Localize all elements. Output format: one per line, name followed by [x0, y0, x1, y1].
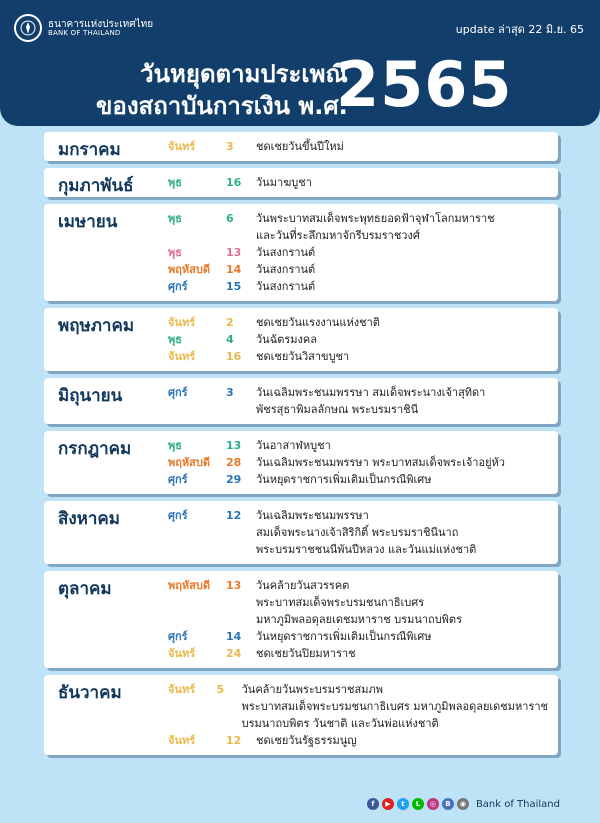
day-number: 4	[226, 333, 234, 346]
day-number: 16	[226, 176, 242, 189]
description-line: วันอาสาฬหบูชา	[256, 439, 331, 452]
weekday-label: จันทร์	[168, 683, 196, 696]
description-line: วันเฉลิมพระชนมพรรษา	[256, 509, 369, 522]
bot-logo	[14, 14, 153, 42]
description-line: วันสงกรานต์	[256, 246, 316, 259]
day-number: 15	[226, 280, 242, 293]
holiday-description	[256, 138, 548, 155]
month-card	[44, 132, 558, 161]
weekday-label: พุธ	[168, 246, 182, 259]
description-line: วันพระบาทสมเด็จพระพุทธยอดฟ้าจุฬาโลกมหาราช	[256, 212, 495, 225]
weekday-label: จันทร์	[168, 316, 196, 329]
holiday-row	[44, 471, 548, 488]
description-line: พระบาทสมเด็จพระบรมชนกาธิเบศร	[256, 596, 425, 609]
description-line: มหาภูมิพลอดุลยเดชมหาราช บรมนาถบพิตร	[256, 613, 462, 626]
month-card	[44, 501, 558, 564]
weekday-label: พุธ	[168, 333, 182, 346]
header-banner	[0, 0, 600, 126]
footer	[367, 798, 560, 810]
month-name: เมษายน	[58, 212, 118, 232]
description-line: วันหยุดราชการเพิ่มเติมเป็นกรณีพิเศษ	[256, 473, 432, 486]
day-number: 29	[226, 473, 242, 486]
description-line: ชดเชยวันปิยมหาราช	[256, 647, 356, 660]
holiday-description	[256, 577, 548, 628]
description-line: พระบรมราชชนนีพันปีหลวง และวันแม่แห่งชาติ	[256, 543, 477, 556]
holiday-description	[256, 454, 548, 471]
weekday-label: ศุกร์	[168, 473, 188, 486]
weekday-label: จันทร์	[168, 647, 196, 660]
description-line: วันมาฆบูชา	[256, 176, 312, 189]
weekday-label: พุธ	[168, 212, 182, 225]
month-card	[44, 308, 558, 371]
month-name: มิถุนายน	[58, 386, 123, 406]
holiday-row	[44, 645, 548, 662]
weekday-label: ศุกร์	[168, 280, 188, 293]
holiday-description	[256, 645, 548, 662]
bot-seal-icon	[14, 14, 42, 42]
logo-english-text: BANK OF THAILAND	[48, 28, 121, 37]
description-line: วันเฉลิมพระชนมพรรษา พระบาทสมเด็จพระเจ้าอยู่หัว	[256, 456, 505, 469]
month-name: กุมภาพันธ์	[58, 176, 134, 196]
month-name: กรกฎาคม	[58, 439, 132, 459]
day-number: 16	[226, 350, 242, 363]
description-line: วันคล้ายวันสวรรคต	[256, 579, 350, 592]
description-line: วันสงกรานต์	[256, 280, 316, 293]
day-number: 24	[226, 647, 242, 660]
holiday-month-list	[44, 132, 558, 762]
weekday-label: ศุกร์	[168, 630, 188, 643]
description-line: บรมนาถบพิตร วันชาติ และวันพ่อแห่งชาติ	[241, 717, 439, 730]
weekday-label: จันทร์	[168, 734, 196, 747]
holiday-description	[256, 384, 548, 418]
day-number: 3	[226, 386, 234, 399]
holiday-description	[256, 244, 548, 261]
month-name: ธันวาคม	[58, 683, 122, 703]
twitter-icon[interactable]: t	[397, 798, 409, 810]
holiday-description	[256, 278, 548, 295]
weekday-label: พุธ	[168, 439, 182, 452]
day-number: 3	[226, 140, 234, 153]
footer-org-name: Bank of Thailand	[475, 798, 560, 810]
month-name: ตุลาคม	[58, 579, 112, 599]
holiday-row	[44, 628, 548, 645]
holiday-row	[44, 278, 548, 295]
title-line-1: วันหยุดตามประเพณี	[140, 60, 348, 88]
month-card	[44, 675, 558, 755]
description-line: ชดเชยวันวิสาขบูชา	[256, 350, 350, 363]
holiday-description	[256, 628, 548, 645]
holiday-row	[44, 261, 548, 278]
title-year: 2565	[336, 48, 513, 121]
holiday-description	[256, 507, 548, 558]
description-line: ชดเชยวันแรงงานแห่งชาติ	[256, 316, 380, 329]
description-line: พัชรสุธาพิมลลักษณ พระบรมราชินี	[256, 403, 419, 416]
holiday-row	[44, 210, 548, 244]
weekday-label: จันทร์	[168, 140, 196, 153]
description-line: พระบาทสมเด็จพระบรมชนกาธิเบศร มหาภูมิพลอดุลยเดชมหาราช	[241, 700, 548, 713]
page-title	[96, 58, 348, 122]
holiday-row	[44, 348, 548, 365]
blockdit-icon[interactable]: B	[442, 798, 454, 810]
description-line: ชดเชยวันรัฐธรรมนูญ	[256, 734, 357, 747]
holiday-description	[256, 348, 548, 365]
day-number: 13	[226, 246, 242, 259]
holiday-row	[44, 244, 548, 261]
social-icons	[367, 798, 472, 810]
update-date: update ล่าสุด 22 มิ.ย. 65	[455, 23, 584, 36]
holiday-description	[256, 471, 548, 488]
holiday-description	[242, 681, 548, 732]
month-card	[44, 204, 558, 301]
holiday-description	[256, 174, 548, 191]
holiday-description	[256, 261, 548, 278]
youtube-icon[interactable]: ▶	[382, 798, 394, 810]
holiday-description	[256, 210, 548, 244]
month-name: สิงหาคม	[58, 509, 121, 529]
day-number: 5	[216, 683, 225, 696]
holiday-description	[256, 732, 548, 749]
holiday-row	[44, 732, 548, 749]
holiday-row	[44, 577, 548, 628]
holiday-description	[256, 331, 548, 348]
description-line: วันคล้ายวันพระบรมราชสมภพ	[241, 683, 383, 696]
logo-thai-text: ธนาคารแห่งประเทศไทย	[48, 18, 154, 30]
month-card	[44, 431, 558, 494]
weekday-label: พฤหัสบดี	[168, 456, 211, 469]
weekday-label: ศุกร์	[168, 386, 188, 399]
weekday-label: พุธ	[168, 176, 182, 189]
weekday-label: ศุกร์	[168, 509, 188, 522]
description-line: วันฉัตรมงคล	[256, 333, 317, 346]
holiday-description	[256, 437, 548, 454]
month-card	[44, 168, 558, 197]
description-line: วันเฉลิมพระชนมพรรษา สมเด็จพระนางเจ้าสุทิดา	[256, 386, 486, 399]
day-number: 13	[226, 579, 242, 592]
day-number: 12	[226, 509, 242, 522]
line-icon[interactable]: L	[412, 798, 424, 810]
day-number: 12	[226, 734, 242, 747]
weekday-label: พฤหัสบดี	[168, 263, 211, 276]
month-name: พฤษภาคม	[58, 316, 135, 336]
description-line: ชดเชยวันขึ้นปีใหม่	[256, 140, 344, 153]
day-number: 28	[226, 456, 242, 469]
day-number: 13	[226, 439, 242, 452]
month-name: มกราคม	[58, 140, 121, 160]
day-number: 14	[226, 263, 242, 276]
facebook-icon[interactable]: f	[367, 798, 379, 810]
month-card	[44, 378, 558, 424]
day-number: 14	[226, 630, 242, 643]
description-line: วันหยุดราชการเพิ่มเติมเป็นกรณีพิเศษ	[256, 630, 432, 643]
description-line: และวันที่ระลึกมหาจักรีบรมราชวงศ์	[256, 229, 420, 242]
description-line: วันสงกรานต์	[256, 263, 316, 276]
podcast-icon[interactable]: ◉	[457, 798, 469, 810]
month-card	[44, 571, 558, 668]
day-number: 2	[226, 316, 234, 329]
holiday-description	[256, 314, 548, 331]
day-number: 6	[226, 212, 234, 225]
description-line: สมเด็จพระนางเจ้าสิริกิติ์ พระบรมราชินีนาถ	[256, 526, 459, 539]
title-line-2: ของสถาบันการเงิน พ.ศ.	[96, 92, 348, 120]
weekday-label: จันทร์	[168, 350, 196, 363]
instagram-icon[interactable]: ◎	[427, 798, 439, 810]
weekday-label: พฤหัสบดี	[168, 579, 211, 592]
